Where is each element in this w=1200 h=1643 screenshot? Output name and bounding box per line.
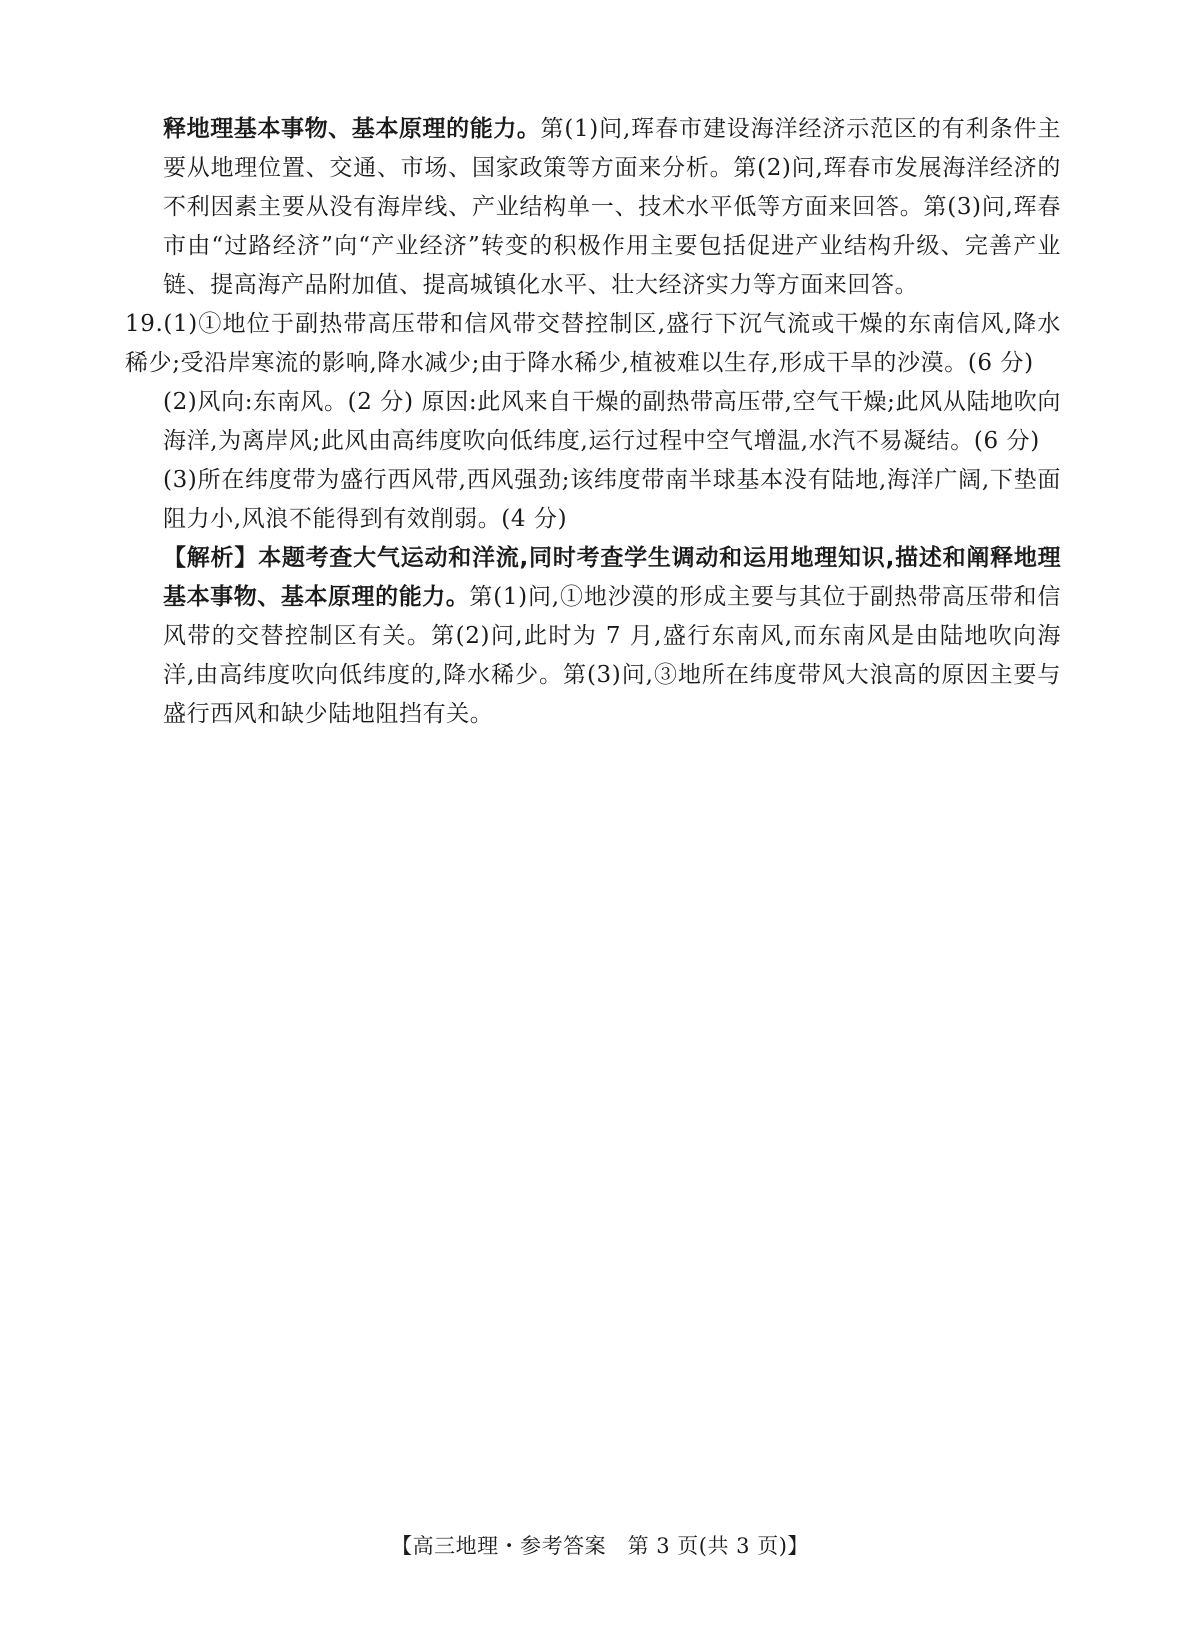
q19-part3: (3)所在纬度带为盛行西风带,西风强劲;该纬度带南半球基本没有陆地,海洋广阔,下垫面阻力小,风浪不能得到有效削弱。(4 分) xyxy=(163,467,1061,532)
q19-analysis-bold: 【解析】本题考查大气运动和洋流,同时考查学生调动和运用地理知识,描述和阐释地理基本事物、基本原理的能力。 xyxy=(163,545,1061,610)
prev-answer-analysis xyxy=(163,110,1061,305)
q19-part1 xyxy=(125,305,1061,383)
question-19-answer xyxy=(125,305,1061,383)
q19-analysis-text: 第(1)问,①地沙漠的形成主要与其位于副热带高压带和信风带的交替控制区有关。第(2)问,此时为 7 月,盛行东南风,而东南风是由陆地吹向海洋,由高纬度吹向低纬度的,降水稀少。第(3)问,③地所在纬度带风大浪高的原因主要与盛行西风和缺少陆地阻挡有关。 xyxy=(163,584,1061,727)
answer-content xyxy=(0,110,1200,734)
q19-number: 19. xyxy=(125,311,164,337)
page-footer: 【高三地理・参考答案 第 3 页(共 3 页)】 xyxy=(391,1534,809,1558)
prev-analysis-text: 第(1)问,珲春市建设海洋经济示范区的有利条件主要从地理位置、交通、市场、国家政策等方面来分析。第(2)问,珲春市发展海洋经济的不利因素主要从没有海岸线、产业结构单一、技术水平低等方面来回答。第(3)问,珲春市由“过路经济”向“产业经济”转变的积极作用主要包括促进产业结构升级、完善产业链、提高海产品附加值、提高城镇化水平、壮大经济实力等方面来回答。 xyxy=(163,116,1061,298)
q19-part2: (2)风向:东南风。(2 分) 原因:此风来自干燥的副热带高压带,空气干燥;此风从陆地吹向海洋,为离岸风;此风由高纬度吹向低纬度,运行过程中空气增温,水汽不易凝结。(6 分) xyxy=(163,389,1061,454)
q19-analysis xyxy=(163,539,1061,734)
prev-analysis-bold: 释地理基本事物、基本原理的能力。 xyxy=(163,116,541,142)
q19-part1-text: (1)①地位于副热带高压带和信风带交替控制区,盛行下沉气流或干燥的东南信风,降水稀少;受沿岸寒流的影响,降水减少;由于降水稀少,植被难以生存,形成干旱的沙漠。(6 分) xyxy=(125,311,1061,376)
